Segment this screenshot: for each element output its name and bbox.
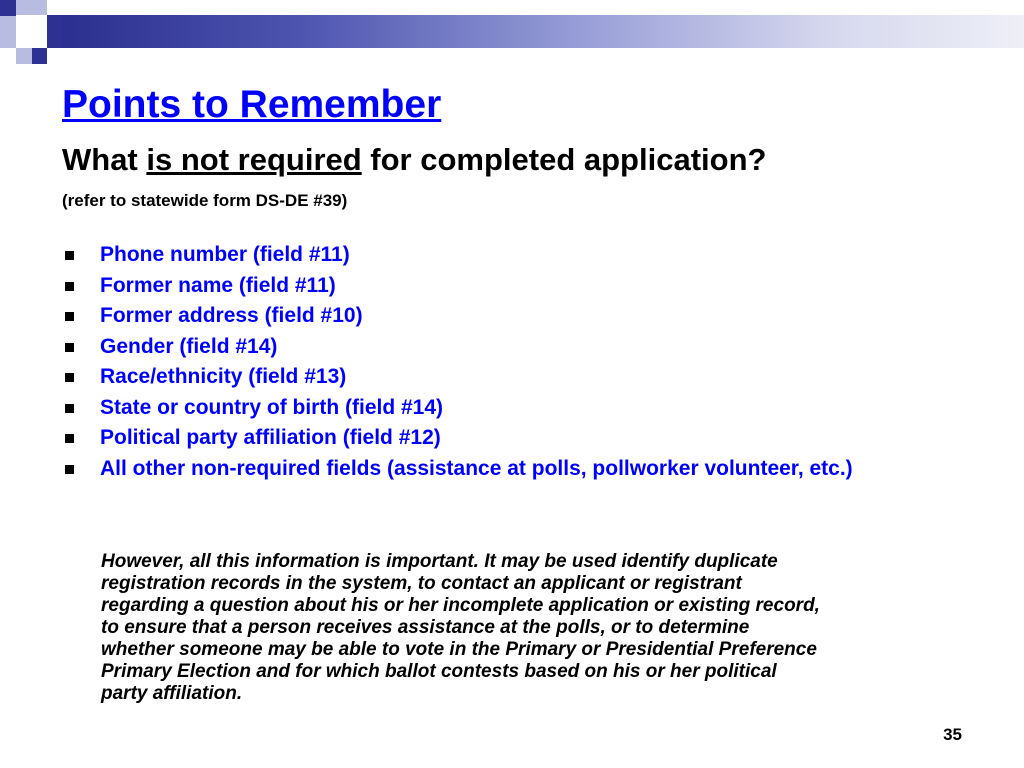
- subtitle-prefix: What: [62, 142, 147, 177]
- note-line: Primary Election and for which ballot contests based on his or her political: [101, 661, 777, 682]
- bullet-text: Race/ethnicity (field #13): [100, 365, 347, 388]
- square-bullet-icon: [65, 282, 74, 291]
- decor-square: [0, 0, 16, 16]
- note-line: regarding a question about his or her incomplete application or existing record,: [101, 595, 820, 616]
- page-number: 35: [943, 725, 962, 744]
- bullet-text: State or country of birth (field #14): [100, 395, 444, 419]
- bullet-text: All other non-required fields (assistance at polls, pollworker volunteer, etc.): [100, 456, 853, 480]
- bullet-item: [62, 362, 982, 393]
- square-bullet-icon: [65, 434, 74, 443]
- bullet-item: [62, 423, 982, 454]
- decor-square: [47, 15, 62, 48]
- decor-square: [16, 0, 47, 15]
- bullet-item: [62, 454, 982, 485]
- square-bullet-icon: [65, 251, 74, 260]
- bullet-item: [62, 301, 982, 332]
- note-line: to ensure that a person receives assistance at the polls, or to determine: [101, 617, 750, 638]
- header-gradient-bar: [62, 15, 1024, 48]
- decor-square: [47, 0, 62, 15]
- square-bullet-icon: [65, 373, 74, 382]
- bullet-text: Gender (field #14): [100, 334, 278, 358]
- slide-subtitle: [62, 141, 766, 179]
- decor-square: [32, 48, 47, 64]
- note-line: party affiliation.: [101, 683, 243, 704]
- note-line: registration records in the system, to contact an applicant or registrant: [101, 573, 742, 594]
- decor-square: [16, 15, 47, 48]
- square-bullet-icon: [65, 312, 74, 321]
- bullet-item: [62, 393, 982, 424]
- decor-square: [0, 16, 16, 48]
- bullet-text: Phone number (field #11): [100, 243, 350, 266]
- bullet-text: Political party affiliation (field #12): [100, 426, 441, 449]
- bullet-text: Former name (field #11): [100, 273, 336, 297]
- decor-square: [16, 48, 32, 64]
- reference-note: (refer to statewide form DS-DE #39): [62, 191, 348, 210]
- subtitle-underlined: is not required: [146, 142, 362, 177]
- bullet-text: Former address (field #10): [100, 304, 363, 327]
- importance-note: [101, 551, 981, 705]
- square-bullet-icon: [65, 343, 74, 352]
- square-bullet-icon: [65, 465, 74, 474]
- bullet-item: [62, 271, 982, 302]
- note-line: whether someone may be able to vote in the Primary or Presidential Preference: [101, 639, 817, 660]
- bullet-item: [62, 332, 982, 363]
- bullet-list: [62, 240, 982, 484]
- square-bullet-icon: [65, 404, 74, 413]
- subtitle-suffix: for completed application?: [361, 142, 767, 177]
- slide-title: Points to Remember: [62, 83, 442, 126]
- note-line: However, all this information is important. It may be used identify duplicate: [101, 551, 778, 572]
- bullet-item: [62, 240, 982, 271]
